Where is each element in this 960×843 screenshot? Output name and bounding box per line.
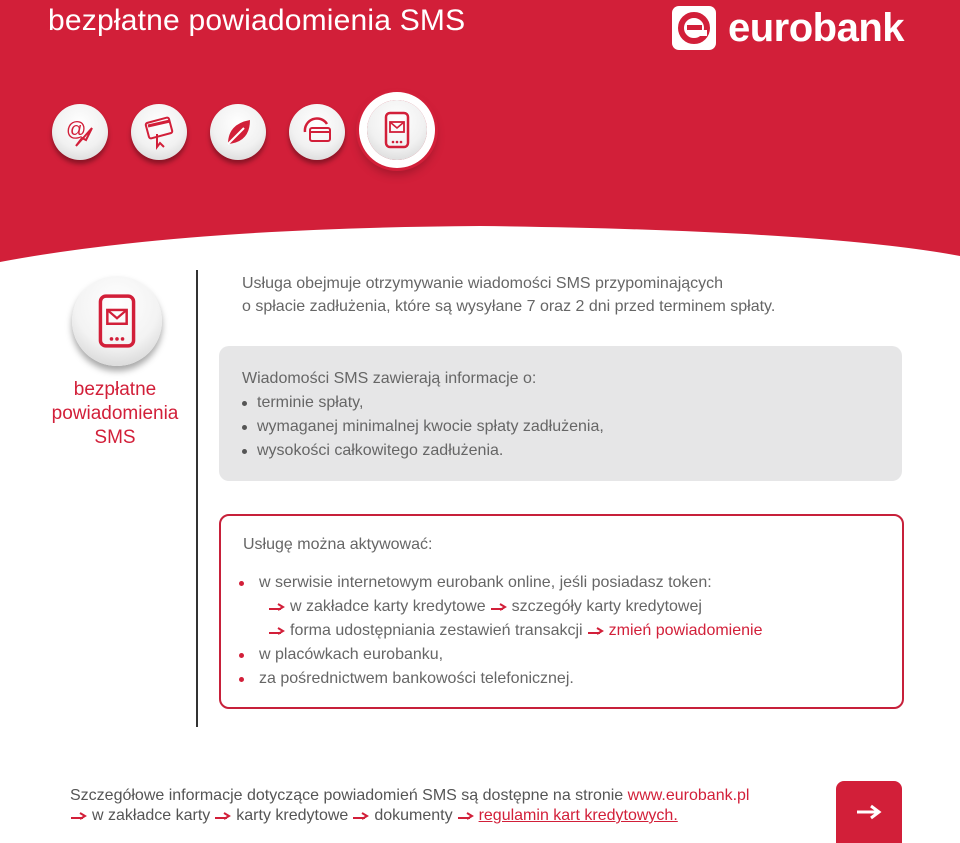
arrow-right-icon bbox=[70, 811, 88, 821]
bullet-icon bbox=[239, 653, 244, 658]
bullet-icon bbox=[239, 677, 244, 682]
logo-text: eurobank bbox=[728, 5, 905, 50]
bullet-icon bbox=[242, 425, 247, 430]
svg-text:@: @ bbox=[66, 119, 87, 141]
arrow-right-icon bbox=[268, 602, 286, 612]
list-item: w serwisie internetowym eurobank online, jeśli posiadasz token: bbox=[239, 571, 762, 595]
info-box bbox=[219, 346, 902, 481]
change-notification-link[interactable]: zmień powiadomienie bbox=[608, 622, 763, 639]
leaf-icon[interactable] bbox=[210, 104, 266, 160]
path-line: w zakładce karty kredytowe szczegóły karty kredytowej bbox=[239, 595, 762, 619]
arrow-right-icon bbox=[214, 811, 232, 821]
next-page-button[interactable] bbox=[836, 781, 902, 843]
arrow-right-icon bbox=[587, 626, 605, 636]
intro-text bbox=[242, 272, 882, 318]
footer-line: Szczegółowe informacje dotyczące powiadomień SMS są dostępne na stronie www.eurobank.pl bbox=[70, 787, 750, 804]
list-item: wymaganej minimalnej kwocie spłaty zadłużenia, bbox=[242, 415, 604, 439]
list-item: za pośrednictwem bankowości telefonicznej. bbox=[239, 667, 762, 691]
activation-box bbox=[219, 514, 904, 709]
card-cycle-icon[interactable] bbox=[289, 104, 345, 160]
list-item: wysokości całkowitego zadłużenia. bbox=[242, 439, 604, 463]
side-label bbox=[40, 378, 190, 450]
arrow-right-icon bbox=[457, 811, 475, 821]
side-label-line: powiadomienia bbox=[51, 403, 179, 424]
card-icon[interactable] bbox=[131, 104, 187, 160]
intro-line: o spłacie zadłużenia, które są wysyłane 7 oraz 2 dni przed terminem spłaty. bbox=[242, 298, 776, 315]
bullet-icon bbox=[239, 581, 244, 586]
footer-path: w zakładce karty karty kredytowe dokumenty regulamin kart kredytowych. bbox=[70, 806, 749, 826]
arrow-right-icon bbox=[490, 602, 508, 612]
eurobank-website-link[interactable]: www.eurobank.pl bbox=[627, 787, 750, 804]
terms-link[interactable]: regulamin kart kredytowych. bbox=[478, 807, 678, 824]
phone-sms-large-icon bbox=[72, 276, 162, 366]
bullet-icon bbox=[242, 401, 247, 406]
email-icon[interactable] bbox=[52, 104, 108, 160]
bullet-icon bbox=[242, 449, 247, 454]
eurobank-logo-icon bbox=[672, 6, 716, 50]
list-item: terminie spłaty, bbox=[242, 391, 604, 415]
eurobank-logo bbox=[672, 6, 904, 50]
side-label-line: bezpłatne bbox=[73, 379, 157, 400]
vertical-divider bbox=[196, 270, 198, 727]
arrow-right-icon bbox=[268, 626, 286, 636]
footer-info bbox=[70, 786, 749, 826]
arrow-right-icon bbox=[352, 811, 370, 821]
list-item: w placówkach eurobanku, bbox=[239, 643, 762, 667]
path-line: forma udostępniania zestawień transakcji zmień powiadomienie bbox=[239, 619, 762, 643]
info-heading: Wiadomości SMS zawierają informacje o: bbox=[242, 370, 537, 387]
side-label-line: SMS bbox=[94, 427, 136, 448]
page-title: bezpłatne powiadomienia SMS bbox=[48, 4, 466, 37]
intro-line: Usługa obejmuje otrzymywanie wiadomości SMS przypominających bbox=[242, 275, 724, 292]
activation-heading: Usługę można aktywować: bbox=[243, 536, 433, 553]
phone-sms-icon[interactable] bbox=[367, 100, 427, 160]
arrow-right-icon bbox=[855, 804, 883, 820]
